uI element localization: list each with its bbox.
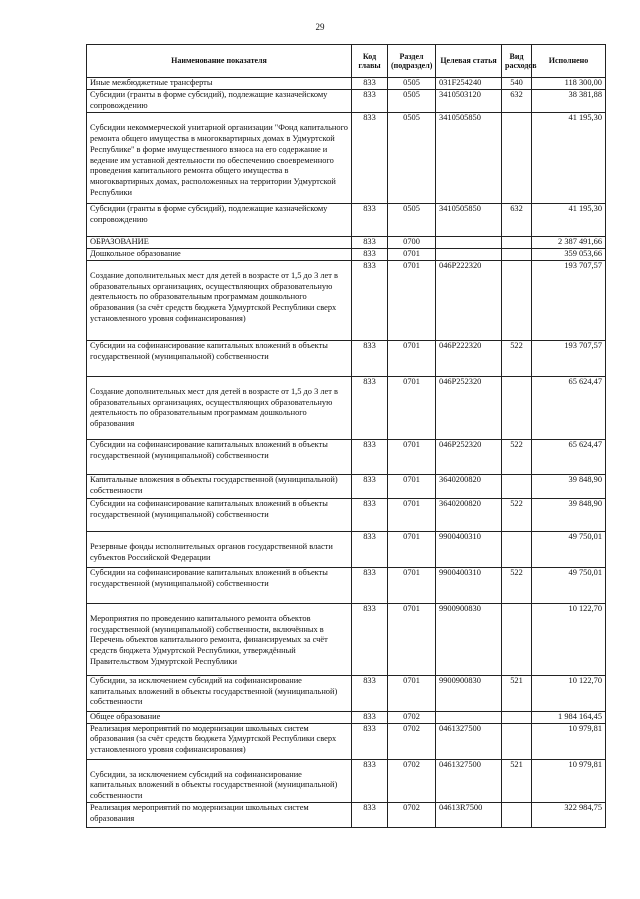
row-section: 0702 bbox=[388, 759, 436, 803]
row-target bbox=[436, 248, 502, 260]
table-row bbox=[87, 803, 606, 828]
row-name: Капитальные вложения в объекты государственной (муниципальной) собственности bbox=[87, 474, 352, 498]
row-amount: 10 122,70 bbox=[532, 603, 606, 675]
table-row bbox=[87, 89, 606, 112]
row-target: 3410505850 bbox=[436, 112, 502, 203]
row-name: Субсидии на софинансирование капитальных вложений в объекты государственной (муниципальной) собственности bbox=[87, 498, 352, 531]
row-section: 0701 bbox=[388, 675, 436, 711]
row-target: 3640200820 bbox=[436, 498, 502, 531]
row-target bbox=[436, 711, 502, 723]
row-target: 04613R7500 bbox=[436, 803, 502, 828]
row-name: Субсидии (гранты в форме субсидий), подлежащие казначейскому сопровождению bbox=[87, 203, 352, 236]
row-type: 522 bbox=[502, 439, 532, 474]
row-name: Общее образование bbox=[87, 711, 352, 723]
row-target: 3410505850 bbox=[436, 203, 502, 236]
table-row bbox=[87, 203, 606, 236]
row-code: 833 bbox=[352, 340, 388, 376]
table-row bbox=[87, 711, 606, 723]
row-code: 833 bbox=[352, 112, 388, 203]
row-code: 833 bbox=[352, 376, 388, 439]
table-row bbox=[87, 340, 606, 376]
row-name: Реализация мероприятий по модернизации школьных систем образования bbox=[87, 803, 352, 828]
row-amount: 49 750,01 bbox=[532, 567, 606, 603]
row-section: 0505 bbox=[388, 112, 436, 203]
row-type bbox=[502, 603, 532, 675]
row-name: Субсидии (гранты в форме субсидий), подлежащие казначейскому сопровождению bbox=[87, 89, 352, 112]
row-amount: 41 195,30 bbox=[532, 203, 606, 236]
row-amount: 10 979,81 bbox=[532, 759, 606, 803]
header-section: Раздел (подраздел) bbox=[388, 45, 436, 78]
row-type bbox=[502, 531, 532, 567]
row-code: 833 bbox=[352, 603, 388, 675]
row-type bbox=[502, 248, 532, 260]
row-section: 0701 bbox=[388, 531, 436, 567]
row-target bbox=[436, 236, 502, 248]
row-target: 3640200820 bbox=[436, 474, 502, 498]
row-name: Создание дополнительных мест для детей в возрасте от 1,5 до 3 лет в образовательных организациях, осуществляющих образовательную деятельность по образовательным программам дошкольного образования (за счёт средств бюджета Удмуртской Республики сверх установленного уровня софинансирования) bbox=[87, 260, 352, 340]
row-target: 0461327500 bbox=[436, 723, 502, 759]
row-target: 9900400310 bbox=[436, 531, 502, 567]
row-section: 0701 bbox=[388, 248, 436, 260]
row-section: 0505 bbox=[388, 89, 436, 112]
row-amount: 193 707,57 bbox=[532, 260, 606, 340]
row-name: Иные межбюджетные трансферты bbox=[87, 78, 352, 90]
row-amount: 41 195,30 bbox=[532, 112, 606, 203]
row-section: 0702 bbox=[388, 723, 436, 759]
table-row bbox=[87, 474, 606, 498]
row-amount: 39 848,90 bbox=[532, 498, 606, 531]
row-target: 9900400310 bbox=[436, 567, 502, 603]
table-row bbox=[87, 531, 606, 567]
row-code: 833 bbox=[352, 498, 388, 531]
row-section: 0505 bbox=[388, 78, 436, 90]
row-code: 833 bbox=[352, 723, 388, 759]
row-section: 0701 bbox=[388, 376, 436, 439]
row-amount: 38 381,88 bbox=[532, 89, 606, 112]
row-code: 833 bbox=[352, 803, 388, 828]
table-row bbox=[87, 759, 606, 803]
row-section: 0701 bbox=[388, 567, 436, 603]
row-code: 833 bbox=[352, 248, 388, 260]
row-amount: 1 984 164,45 bbox=[532, 711, 606, 723]
row-amount: 10 979,81 bbox=[532, 723, 606, 759]
row-amount: 359 053,66 bbox=[532, 248, 606, 260]
row-name: Субсидии, за исключением субсидий на софинансирование капитальных вложений в объекты государственной (муниципальной) собственности bbox=[87, 675, 352, 711]
row-name: Субсидии на софинансирование капитальных вложений в объекты государственной (муниципальной) собственности bbox=[87, 340, 352, 376]
row-name: ОБРАЗОВАНИЕ bbox=[87, 236, 352, 248]
table-row bbox=[87, 248, 606, 260]
row-target: 046P252320 bbox=[436, 439, 502, 474]
row-section: 0702 bbox=[388, 711, 436, 723]
row-code: 833 bbox=[352, 567, 388, 603]
row-name: Реализация мероприятий по модернизации школьных систем образования (за счёт средств бюджета Удмуртской Республики сверх установленного уровня софинансирования) bbox=[87, 723, 352, 759]
row-type bbox=[502, 112, 532, 203]
row-section: 0700 bbox=[388, 236, 436, 248]
row-amount: 65 624,47 bbox=[532, 376, 606, 439]
row-type: 521 bbox=[502, 759, 532, 803]
row-target: 046P222320 bbox=[436, 340, 502, 376]
row-amount: 118 300,00 bbox=[532, 78, 606, 90]
row-target: 3410503120 bbox=[436, 89, 502, 112]
row-section: 0701 bbox=[388, 474, 436, 498]
row-type: 540 bbox=[502, 78, 532, 90]
row-code: 833 bbox=[352, 531, 388, 567]
row-type: 632 bbox=[502, 203, 532, 236]
row-amount: 10 122,70 bbox=[532, 675, 606, 711]
table-row bbox=[87, 723, 606, 759]
row-section: 0701 bbox=[388, 439, 436, 474]
row-type bbox=[502, 803, 532, 828]
table-body bbox=[87, 78, 606, 828]
row-amount: 49 750,01 bbox=[532, 531, 606, 567]
table-header-row bbox=[87, 45, 606, 78]
row-type bbox=[502, 711, 532, 723]
row-target: 046P222320 bbox=[436, 260, 502, 340]
row-code: 833 bbox=[352, 439, 388, 474]
row-target: 9900900830 bbox=[436, 675, 502, 711]
table-row bbox=[87, 112, 606, 203]
row-name: Мероприятия по проведению капитального ремонта объектов государственной (муниципальной) собственности, включённых в Перечень объектов капитального ремонта, финансируемых за счёт средств бюджета Удмуртской Республики, утверждённый Правительством Удмуртской Республики bbox=[87, 603, 352, 675]
table-row bbox=[87, 498, 606, 531]
row-type bbox=[502, 260, 532, 340]
row-amount: 322 984,75 bbox=[532, 803, 606, 828]
table-row bbox=[87, 439, 606, 474]
header-type: Вид расходов bbox=[502, 45, 532, 78]
row-type: 632 bbox=[502, 89, 532, 112]
row-code: 833 bbox=[352, 675, 388, 711]
row-target: 9900900830 bbox=[436, 603, 502, 675]
row-name: Резервные фонды исполнительных органов государственной власти субъектов Российской Федерации bbox=[87, 531, 352, 567]
row-name: Дошкольное образование bbox=[87, 248, 352, 260]
row-amount: 65 624,47 bbox=[532, 439, 606, 474]
row-type: 522 bbox=[502, 567, 532, 603]
row-code: 833 bbox=[352, 711, 388, 723]
row-type: 522 bbox=[502, 340, 532, 376]
row-amount: 39 848,90 bbox=[532, 474, 606, 498]
row-code: 833 bbox=[352, 759, 388, 803]
budget-execution-table bbox=[86, 44, 606, 828]
row-section: 0505 bbox=[388, 203, 436, 236]
table-row bbox=[87, 78, 606, 90]
row-code: 833 bbox=[352, 474, 388, 498]
row-code: 833 bbox=[352, 260, 388, 340]
row-section: 0701 bbox=[388, 340, 436, 376]
row-name: Субсидии, за исключением субсидий на софинансирование капитальных вложений в объекты государственной (муниципальной) собственности bbox=[87, 759, 352, 803]
row-section: 0701 bbox=[388, 260, 436, 340]
header-executed: Исполнено bbox=[532, 45, 606, 78]
table-row bbox=[87, 236, 606, 248]
row-type bbox=[502, 474, 532, 498]
row-section: 0701 bbox=[388, 498, 436, 531]
row-name: Субсидии некоммерческой унитарной организации "Фонд капитального ремонта общего имущества в многоквартирных домах в Удмуртской Республике" в форме имущественного взноса на его содержание и ведение им уставной деятельности по обеспечению своевременного проведения капитального ремонта общего имущества в многоквартирных домах, расположенных на территории Удмуртской Республики bbox=[87, 112, 352, 203]
row-target: 031F254240 bbox=[436, 78, 502, 90]
row-code: 833 bbox=[352, 236, 388, 248]
row-amount: 2 387 491,66 bbox=[532, 236, 606, 248]
table-row bbox=[87, 603, 606, 675]
row-section: 0702 bbox=[388, 803, 436, 828]
header-code: Код главы bbox=[352, 45, 388, 78]
table-row bbox=[87, 675, 606, 711]
page-number: 29 bbox=[315, 22, 325, 32]
row-name: Субсидии на софинансирование капитальных вложений в объекты государственной (муниципальной) собственности bbox=[87, 439, 352, 474]
row-name: Субсидии на софинансирование капитальных вложений в объекты государственной (муниципальной) собственности bbox=[87, 567, 352, 603]
row-type: 522 bbox=[502, 498, 532, 531]
row-target: 046P252320 bbox=[436, 376, 502, 439]
row-type bbox=[502, 236, 532, 248]
row-code: 833 bbox=[352, 89, 388, 112]
row-code: 833 bbox=[352, 203, 388, 236]
row-name: Создание дополнительных мест для детей в возрасте от 1,5 до 3 лет в образовательных организациях, осуществляющих образовательную деятельность по образовательным программам дошкольного образования bbox=[87, 376, 352, 439]
header-name: Наименование показателя bbox=[87, 45, 352, 78]
header-target: Целевая статья bbox=[436, 45, 502, 78]
row-type bbox=[502, 376, 532, 439]
row-amount: 193 707,57 bbox=[532, 340, 606, 376]
table-row bbox=[87, 376, 606, 439]
row-code: 833 bbox=[352, 78, 388, 90]
table-row bbox=[87, 567, 606, 603]
row-type bbox=[502, 723, 532, 759]
row-target: 0461327500 bbox=[436, 759, 502, 803]
row-type: 521 bbox=[502, 675, 532, 711]
row-section: 0701 bbox=[388, 603, 436, 675]
table-row bbox=[87, 260, 606, 340]
